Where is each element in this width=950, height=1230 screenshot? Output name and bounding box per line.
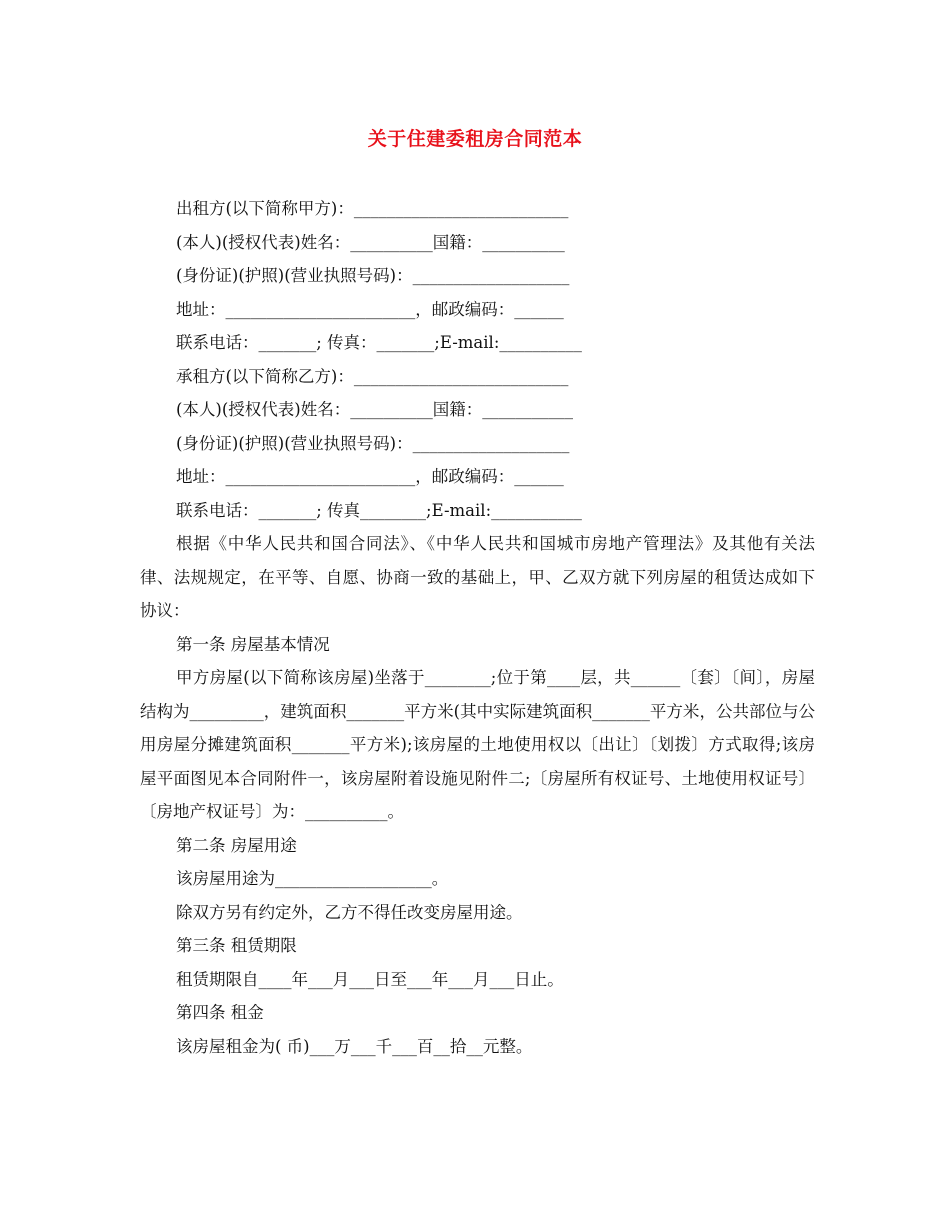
lessee-contact-line: 联系电话：_______; 传真________;E-mail:___________ <box>176 500 582 520</box>
article4-line-1: 该房屋租金为( 币)___万___千___百__拾__元整。 <box>176 1036 533 1056</box>
article2-heading: 第二条 房屋用途 <box>176 835 297 855</box>
lessee-id-line: (身份证)(护照)(营业执照号码)：___________________ <box>176 433 570 453</box>
article2-line-2: 除双方另有约定外，乙方不得任改变房屋用途。 <box>176 902 523 922</box>
article3-line-1: 租赁期限自____年___月___日至___年___月___日止。 <box>176 969 564 989</box>
contract-body <box>140 192 815 1063</box>
document-title: 关于住建委租房合同范本 <box>367 128 583 150</box>
lessee-line: 承租方(以下简称乙方)：__________________________ <box>176 366 569 386</box>
lessor-line: 出租方(以下简称甲方)：__________________________ <box>176 199 569 218</box>
lessor-contact-line: 联系电话：_______; 传真：_______;E-mail:__________ <box>176 333 582 352</box>
lessor-name-nationality-line: (本人)(授权代表)姓名：__________国籍：__________ <box>176 232 565 252</box>
article1-paragraph: 甲方房屋(以下简称该房屋)坐落于________;位于第____层，共______〔套〕〔间〕，房屋结构为_________，建筑面积_______平方米(其中实际建筑面积_______平方米，公共部位与公用房屋分摊建筑面积_______平方米);该房屋的土地使用权以〔出让〕〔划拨〕方式取得;该房屋平面图见本合同附件一，该房屋附着设施见附件二;〔房屋所有权证号、土地使用权证号〕〔房地产权证号〕为：__________。 <box>140 668 815 821</box>
preamble-paragraph: 根据《中华人民共和国合同法》、《中华人民共和国城市房地产管理法》及其他有关法律、法规规定，在平等、自愿、协商一致的基础上，甲、乙双方就下列房屋的租赁达成如下协议： <box>140 534 815 620</box>
article3-heading: 第三条 租赁期限 <box>176 936 297 955</box>
lessor-address-line: 地址：_______________________，邮政编码：______ <box>176 299 564 319</box>
article4-heading: 第四条 租金 <box>176 1003 264 1022</box>
lessee-name-nationality-line: (本人)(授权代表)姓名：__________国籍：___________ <box>176 400 573 419</box>
lessee-address-line: 地址：_______________________，邮政编码：______ <box>176 467 564 486</box>
article1-heading: 第一条 房屋基本情况 <box>176 634 330 654</box>
lessor-id-line: (身份证)(护照)(营业执照号码)：___________________ <box>176 266 570 285</box>
article2-line-1: 该房屋用途为___________________。 <box>176 869 449 888</box>
